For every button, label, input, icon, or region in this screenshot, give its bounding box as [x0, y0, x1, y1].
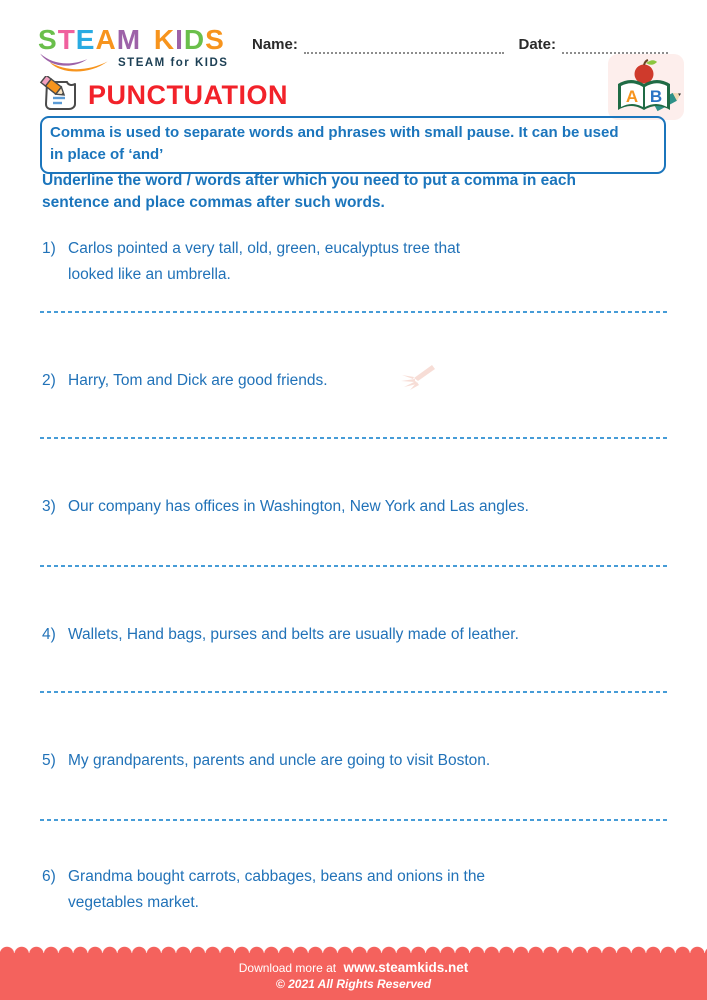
pencil-paper-icon — [38, 76, 80, 114]
scallop-border — [0, 944, 707, 954]
question-1-number: 1) — [42, 240, 56, 257]
name-label: Name: — [252, 36, 298, 53]
question-2-text: Harry, Tom and Dick are good friends. — [68, 372, 328, 389]
question-5-number: 5) — [42, 752, 56, 769]
title-row — [38, 76, 288, 114]
question-4-number: 4) — [42, 626, 56, 643]
logo-tagline: STEAM for KIDS — [118, 57, 229, 69]
svg-text:A: A — [625, 87, 639, 106]
hand-watermark-icon — [396, 362, 436, 392]
question-5 — [42, 748, 490, 774]
rule-line-1: Comma is used to separate words and phrases with small pause. It can be used — [50, 124, 619, 141]
question-4-text: Wallets, Hand bags, purses and belts are usually made of leather. — [68, 626, 519, 643]
website-link[interactable]: www.steamkids.net — [343, 960, 469, 975]
question-2-number: 2) — [42, 372, 56, 389]
question-2 — [42, 368, 328, 394]
question-3-text: Our company has offices in Washington, New York and Las angles. — [68, 498, 529, 515]
steamkids-logo — [38, 26, 228, 74]
download-text: Download more at — [238, 961, 337, 975]
copyright-text: © 2021 All Rights Reserved — [275, 977, 432, 991]
book-abc-icon — [608, 54, 684, 120]
question-6 — [42, 864, 485, 916]
question-5-text: My grandparents, parents and uncle are going to visit Boston. — [68, 752, 491, 769]
answer-line-3[interactable] — [40, 565, 667, 567]
answer-line-2[interactable] — [40, 437, 667, 439]
question-1 — [42, 236, 460, 288]
question-4 — [42, 622, 519, 648]
answer-line-5[interactable] — [40, 819, 667, 821]
name-date-row — [252, 36, 668, 54]
logo-text: STEAM KIDS — [38, 24, 225, 55]
name-field[interactable] — [304, 38, 505, 54]
svg-text:B: B — [649, 87, 663, 106]
open-book-icon — [618, 80, 670, 110]
question-3-number: 3) — [42, 498, 56, 515]
date-label: Date: — [518, 36, 556, 53]
instructions-line-2: sentence and place commas after such words. — [42, 194, 385, 211]
rule-line-2: in place of ‘and’ — [50, 146, 164, 163]
instructions — [42, 170, 576, 214]
answer-line-4[interactable] — [40, 691, 667, 693]
question-1-text: Carlos pointed a very tall, old, green, eucalyptus tree that looked like an umbrella. — [68, 240, 461, 283]
logo-swoosh-icon — [38, 52, 110, 74]
footer-download-line — [0, 960, 707, 975]
instructions-line-1: Underline the word / words after which you need to put a comma in each — [42, 172, 576, 189]
page-title: PUNCTUATION — [88, 79, 288, 110]
question-6-text: Grandma bought carrots, cabbages, beans and onions in the vegetables market. — [68, 868, 486, 911]
question-6-number: 6) — [42, 868, 56, 885]
question-3 — [42, 494, 529, 520]
date-field[interactable] — [562, 38, 668, 54]
footer — [0, 953, 707, 1000]
answer-line-1[interactable] — [40, 311, 667, 313]
rule-info-box — [40, 116, 666, 174]
